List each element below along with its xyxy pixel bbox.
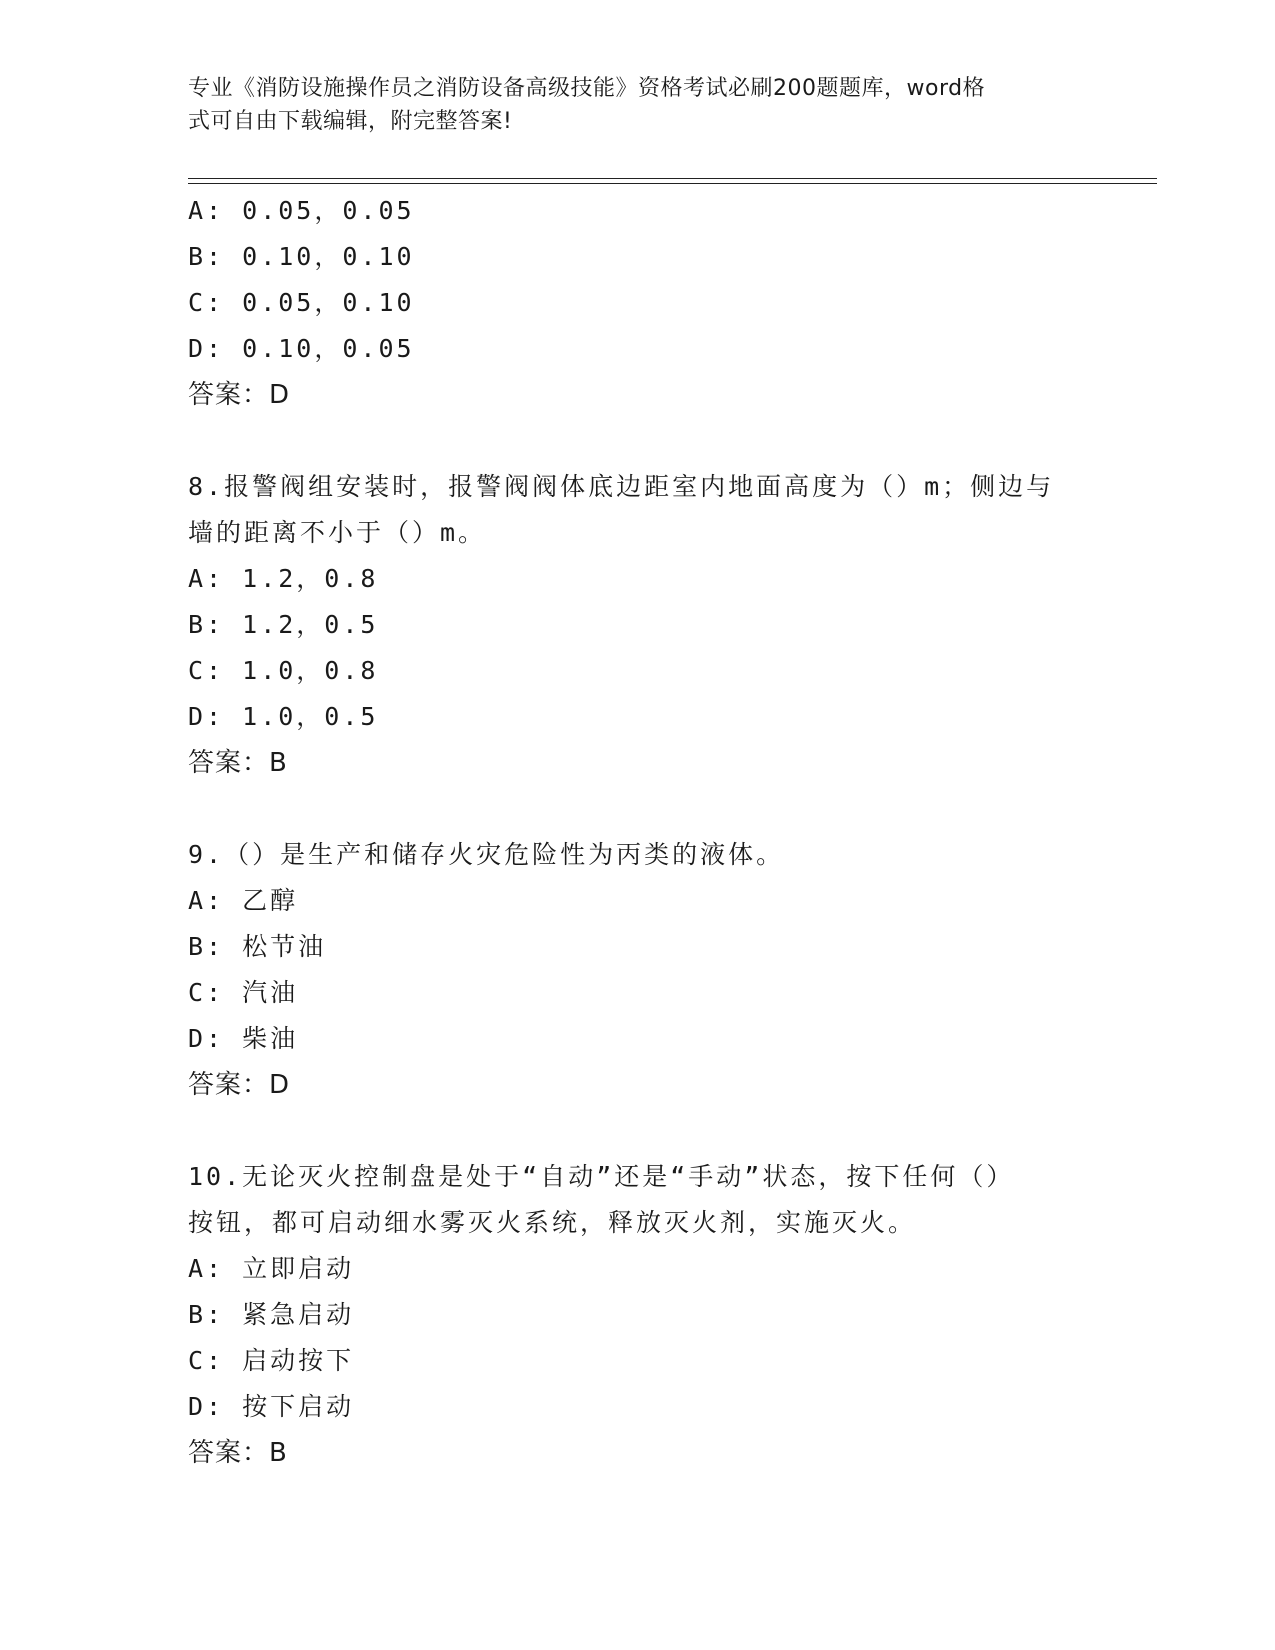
answer-label: 答案：D <box>188 380 291 410</box>
option-a: A: 立即启动 <box>188 1254 355 1283</box>
option-a: A: 乙醇 <box>188 886 299 915</box>
answer-label: 答案：D <box>188 1070 291 1100</box>
header-divider-bottom <box>188 183 1157 184</box>
option-b: B: 紧急启动 <box>188 1300 355 1329</box>
option-a: A: 1.2，0.8 <box>188 564 379 593</box>
option-a: A: 0.05，0.05 <box>188 196 415 225</box>
question-10 <box>188 1154 1088 1476</box>
question-9 <box>188 832 1088 1108</box>
question-spacer <box>188 786 1088 832</box>
question-spacer <box>188 1108 1088 1154</box>
option-d: D: 1.0，0.5 <box>188 702 379 731</box>
option-c: C: 汽油 <box>188 978 299 1007</box>
question-stem-line-2: 墙的距离不小于（）m。 <box>188 518 487 547</box>
question-stem-line-1: 10.无论灭火控制盘是处于“自动”还是“手动”状态，按下任何（） <box>188 1162 1015 1191</box>
header-divider-top <box>188 178 1157 179</box>
option-c: C: 启动按下 <box>188 1346 355 1375</box>
document-header <box>188 72 1078 138</box>
question-7 <box>188 188 1088 418</box>
option-b: B: 0.10，0.10 <box>188 242 415 271</box>
option-d: D: 柴油 <box>188 1024 299 1053</box>
option-b: B: 松节油 <box>188 932 327 961</box>
header-title-line-1: 专业《消防设施操作员之消防设备高级技能》资格考试必刷200题题库，word格 <box>188 76 986 101</box>
header-title-line-2: 式可自由下载编辑，附完整答案! <box>188 109 513 134</box>
question-stem-line-1: 8.报警阀组安装时，报警阀阀体底边距室内地面高度为（）m；侧边与 <box>188 472 1055 501</box>
question-list <box>188 188 1088 1476</box>
question-8 <box>188 464 1088 786</box>
option-c: C: 1.0，0.8 <box>188 656 379 685</box>
answer-label: 答案：B <box>188 1438 288 1468</box>
option-d: D: 按下启动 <box>188 1392 355 1421</box>
option-d: D: 0.10，0.05 <box>188 334 415 363</box>
option-b: B: 1.2，0.5 <box>188 610 379 639</box>
question-stem-line-1: 9.（）是生产和储存火灾危险性为丙类的液体。 <box>188 840 785 869</box>
question-spacer <box>188 418 1088 464</box>
option-c: C: 0.05，0.10 <box>188 288 415 317</box>
answer-label: 答案：B <box>188 748 288 778</box>
question-stem-line-2: 按钮，都可启动细水雾灭火系统，释放灭火剂，实施灭火。 <box>188 1208 917 1237</box>
